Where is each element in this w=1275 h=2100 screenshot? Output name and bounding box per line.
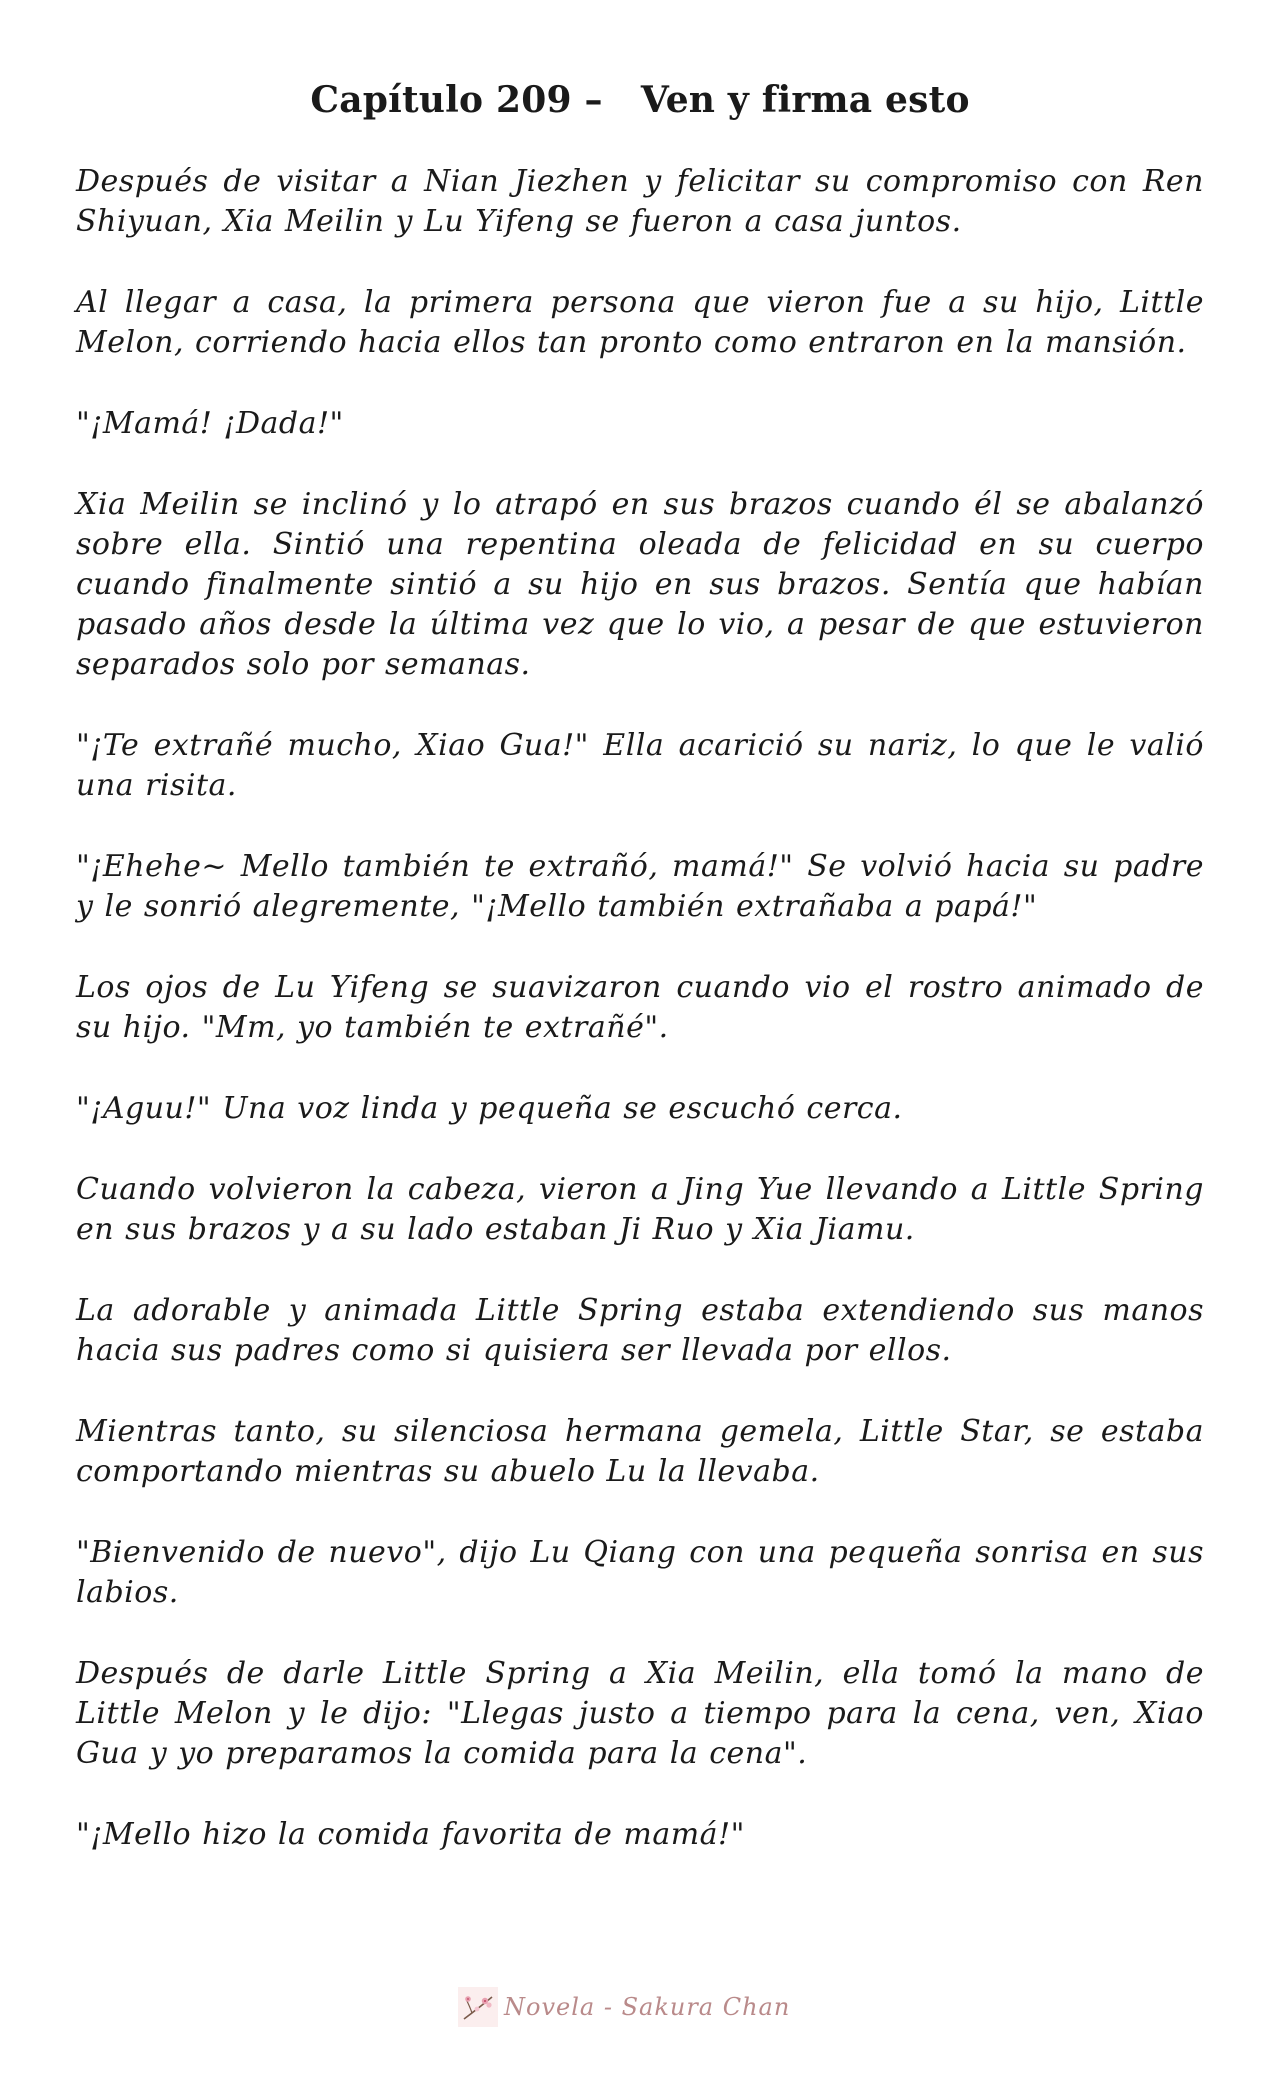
- paragraph: "¡Aguu!" Una voz linda y pequeña se escuchó cerca.: [76, 1091, 903, 1126]
- sakura-blossom-icon: [458, 1987, 498, 2027]
- document-page: [76, 0, 1204, 2100]
- chapter-title: Capítulo 209 – Ven y firma esto: [310, 79, 970, 121]
- paragraph: Xia Meilin se inclinó y lo atrapó en sus brazos cuando él se abalanzó sobre ella. Sintió una repentina oleada de felicidad en su cuerpo cuando finalmente sintió a su hijo en sus brazos. Sentía que habían pasado años desde la última vez que lo vio, a pesar de que estuvieron separados solo por semanas.: [76, 487, 1204, 682]
- paragraph: Después de visitar a Nian Jiezhen y felicitar su compromiso con Ren Shiyuan, Xia Meilin y Lu Yifeng se fueron a casa juntos.: [76, 164, 1204, 239]
- watermark-footer: [458, 1985, 848, 2029]
- paragraph: La adorable y animada Little Spring estaba extendiendo sus manos hacia sus padres como si quisiera ser llevada por ellos.: [76, 1293, 1204, 1368]
- chapter-body: [76, 162, 1204, 1855]
- paragraph: "¡Ehehe~ Mello también te extrañó, mamá!" Se volvió hacia su padre y le sonrió alegremente, "¡Mello también extrañaba a papá!": [76, 849, 1204, 924]
- paragraph: Cuando volvieron la cabeza, vieron a Jing Yue llevando a Little Spring en sus brazos y a su lado estaban Ji Ruo y Xia Jiamu.: [76, 1172, 1204, 1247]
- paragraph: "¡Mello hizo la comida favorita de mamá!": [76, 1817, 745, 1852]
- paragraph: "¡Te extrañé mucho, Xiao Gua!" Ella acarició su nariz, lo que le valió una risita.: [76, 728, 1204, 803]
- watermark-text: Novela - Sakura Chan: [504, 1993, 791, 2021]
- paragraph: Al llegar a casa, la primera persona que vieron fue a su hijo, Little Melon, corriendo hacia ellos tan pronto como entraron en la mansión.: [76, 285, 1204, 360]
- paragraph: "Bienvenido de nuevo", dijo Lu Qiang con una pequeña sonrisa en sus labios.: [76, 1535, 1204, 1610]
- paragraph: Los ojos de Lu Yifeng se suavizaron cuando vio el rostro animado de su hijo. "Mm, yo también te extrañé".: [76, 970, 1204, 1045]
- paragraph: Después de darle Little Spring a Xia Meilin, ella tomó la mano de Little Melon y le dijo: "Llegas justo a tiempo para la cena, ven, Xiao Gua y yo preparamos la comida para la cena".: [76, 1656, 1204, 1771]
- paragraph: Mientras tanto, su silenciosa hermana gemela, Little Star, se estaba comportando mientras su abuelo Lu la llevaba.: [76, 1414, 1204, 1489]
- paragraph: "¡Mamá! ¡Dada!": [76, 406, 344, 441]
